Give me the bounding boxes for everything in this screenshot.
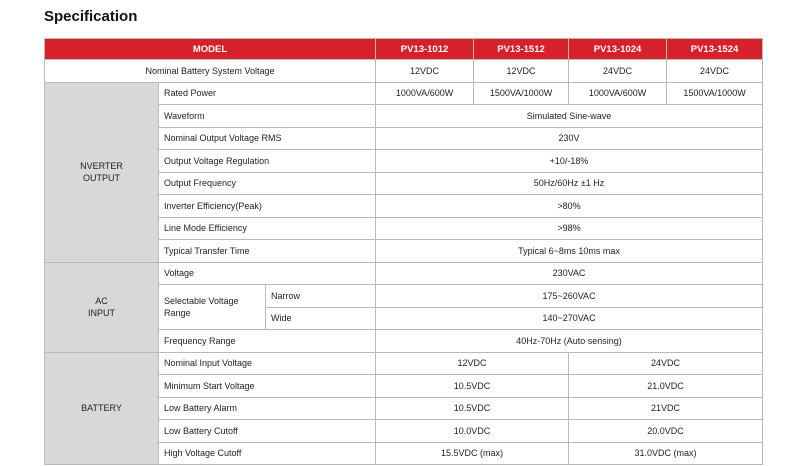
- sub-label-narrow: Narrow: [266, 285, 376, 308]
- model-header-3: PV13-1024: [569, 39, 667, 60]
- table-row: [45, 352, 763, 375]
- cell-value: >80%: [376, 195, 763, 218]
- row-label: Minimum Start Voltage: [159, 375, 376, 398]
- row-label: Low Battery Alarm: [159, 397, 376, 420]
- row-label: Line Mode Efficiency: [159, 217, 376, 240]
- row-label: Nominal Input Voltage: [159, 352, 376, 375]
- cell-value: +10/-18%: [376, 150, 763, 173]
- cell-value: 20.0VDC: [569, 420, 763, 443]
- cell-value: 12VDC: [376, 60, 474, 83]
- cell-value: 230VAC: [376, 262, 763, 285]
- cell-value: 31.0VDC (max): [569, 442, 763, 465]
- sub-label-wide: Wide: [266, 307, 376, 330]
- spec-table: [44, 38, 763, 465]
- group-ac-input: AC INPUT: [45, 262, 159, 352]
- cell-value: 10.5VDC: [376, 397, 569, 420]
- cell-value: 175~260VAC: [376, 285, 763, 308]
- cell-value: 24VDC: [667, 60, 763, 83]
- table-row: [45, 60, 763, 83]
- cell-value: 21VDC: [569, 397, 763, 420]
- row-label: High Voltage Cutoff: [159, 442, 376, 465]
- cell-value: 1500VA/1000W: [474, 82, 569, 105]
- cell-value: 1000VA/600W: [569, 82, 667, 105]
- cell-value: 12VDC: [376, 352, 569, 375]
- cell-value: 24VDC: [569, 352, 763, 375]
- row-label: Frequency Range: [159, 330, 376, 353]
- row-label: Low Battery Cutoff: [159, 420, 376, 443]
- cell-value: 1500VA/1000W: [667, 82, 763, 105]
- row-label: Waveform: [159, 105, 376, 128]
- cell-value: 10.0VDC: [376, 420, 569, 443]
- page-title: Specification: [44, 8, 138, 25]
- cell-value: 21.0VDC: [569, 375, 763, 398]
- row-label: Nominal Battery System Voltage: [45, 60, 376, 83]
- cell-value: 10.5VDC: [376, 375, 569, 398]
- model-header-1: PV13-1012: [376, 39, 474, 60]
- row-label: Typical Transfer Time: [159, 240, 376, 263]
- row-label: Inverter Efficiency(Peak): [159, 195, 376, 218]
- cell-value: Typical 6~8ms 10ms max: [376, 240, 763, 263]
- cell-value: 40Hz-70Hz (Auto sensing): [376, 330, 763, 353]
- cell-value: 15.5VDC (max): [376, 442, 569, 465]
- model-header-2: PV13-1512: [474, 39, 569, 60]
- cell-value: 24VDC: [569, 60, 667, 83]
- model-header: MODEL: [45, 39, 376, 60]
- row-label: Output Voltage Regulation: [159, 150, 376, 173]
- cell-value: 50Hz/60Hz ±1 Hz: [376, 172, 763, 195]
- row-label: Selectable Voltage Range: [159, 285, 266, 330]
- group-inverter-output: NVERTER OUTPUT: [45, 82, 159, 262]
- header-row: [45, 39, 763, 60]
- cell-value: Simulated Sine-wave: [376, 105, 763, 128]
- table-row: [45, 262, 763, 285]
- cell-value: 140~270VAC: [376, 307, 763, 330]
- cell-value: 230V: [376, 127, 763, 150]
- row-label: Nominal Output Voltage RMS: [159, 127, 376, 150]
- row-label: Rated Power: [159, 82, 376, 105]
- row-label: Output Frequency: [159, 172, 376, 195]
- group-battery: BATTERY: [45, 352, 159, 465]
- cell-value: 12VDC: [474, 60, 569, 83]
- model-header-4: PV13-1524: [667, 39, 763, 60]
- cell-value: >98%: [376, 217, 763, 240]
- table-row: [45, 82, 763, 105]
- row-label: Voltage: [159, 262, 376, 285]
- cell-value: 1000VA/600W: [376, 82, 474, 105]
